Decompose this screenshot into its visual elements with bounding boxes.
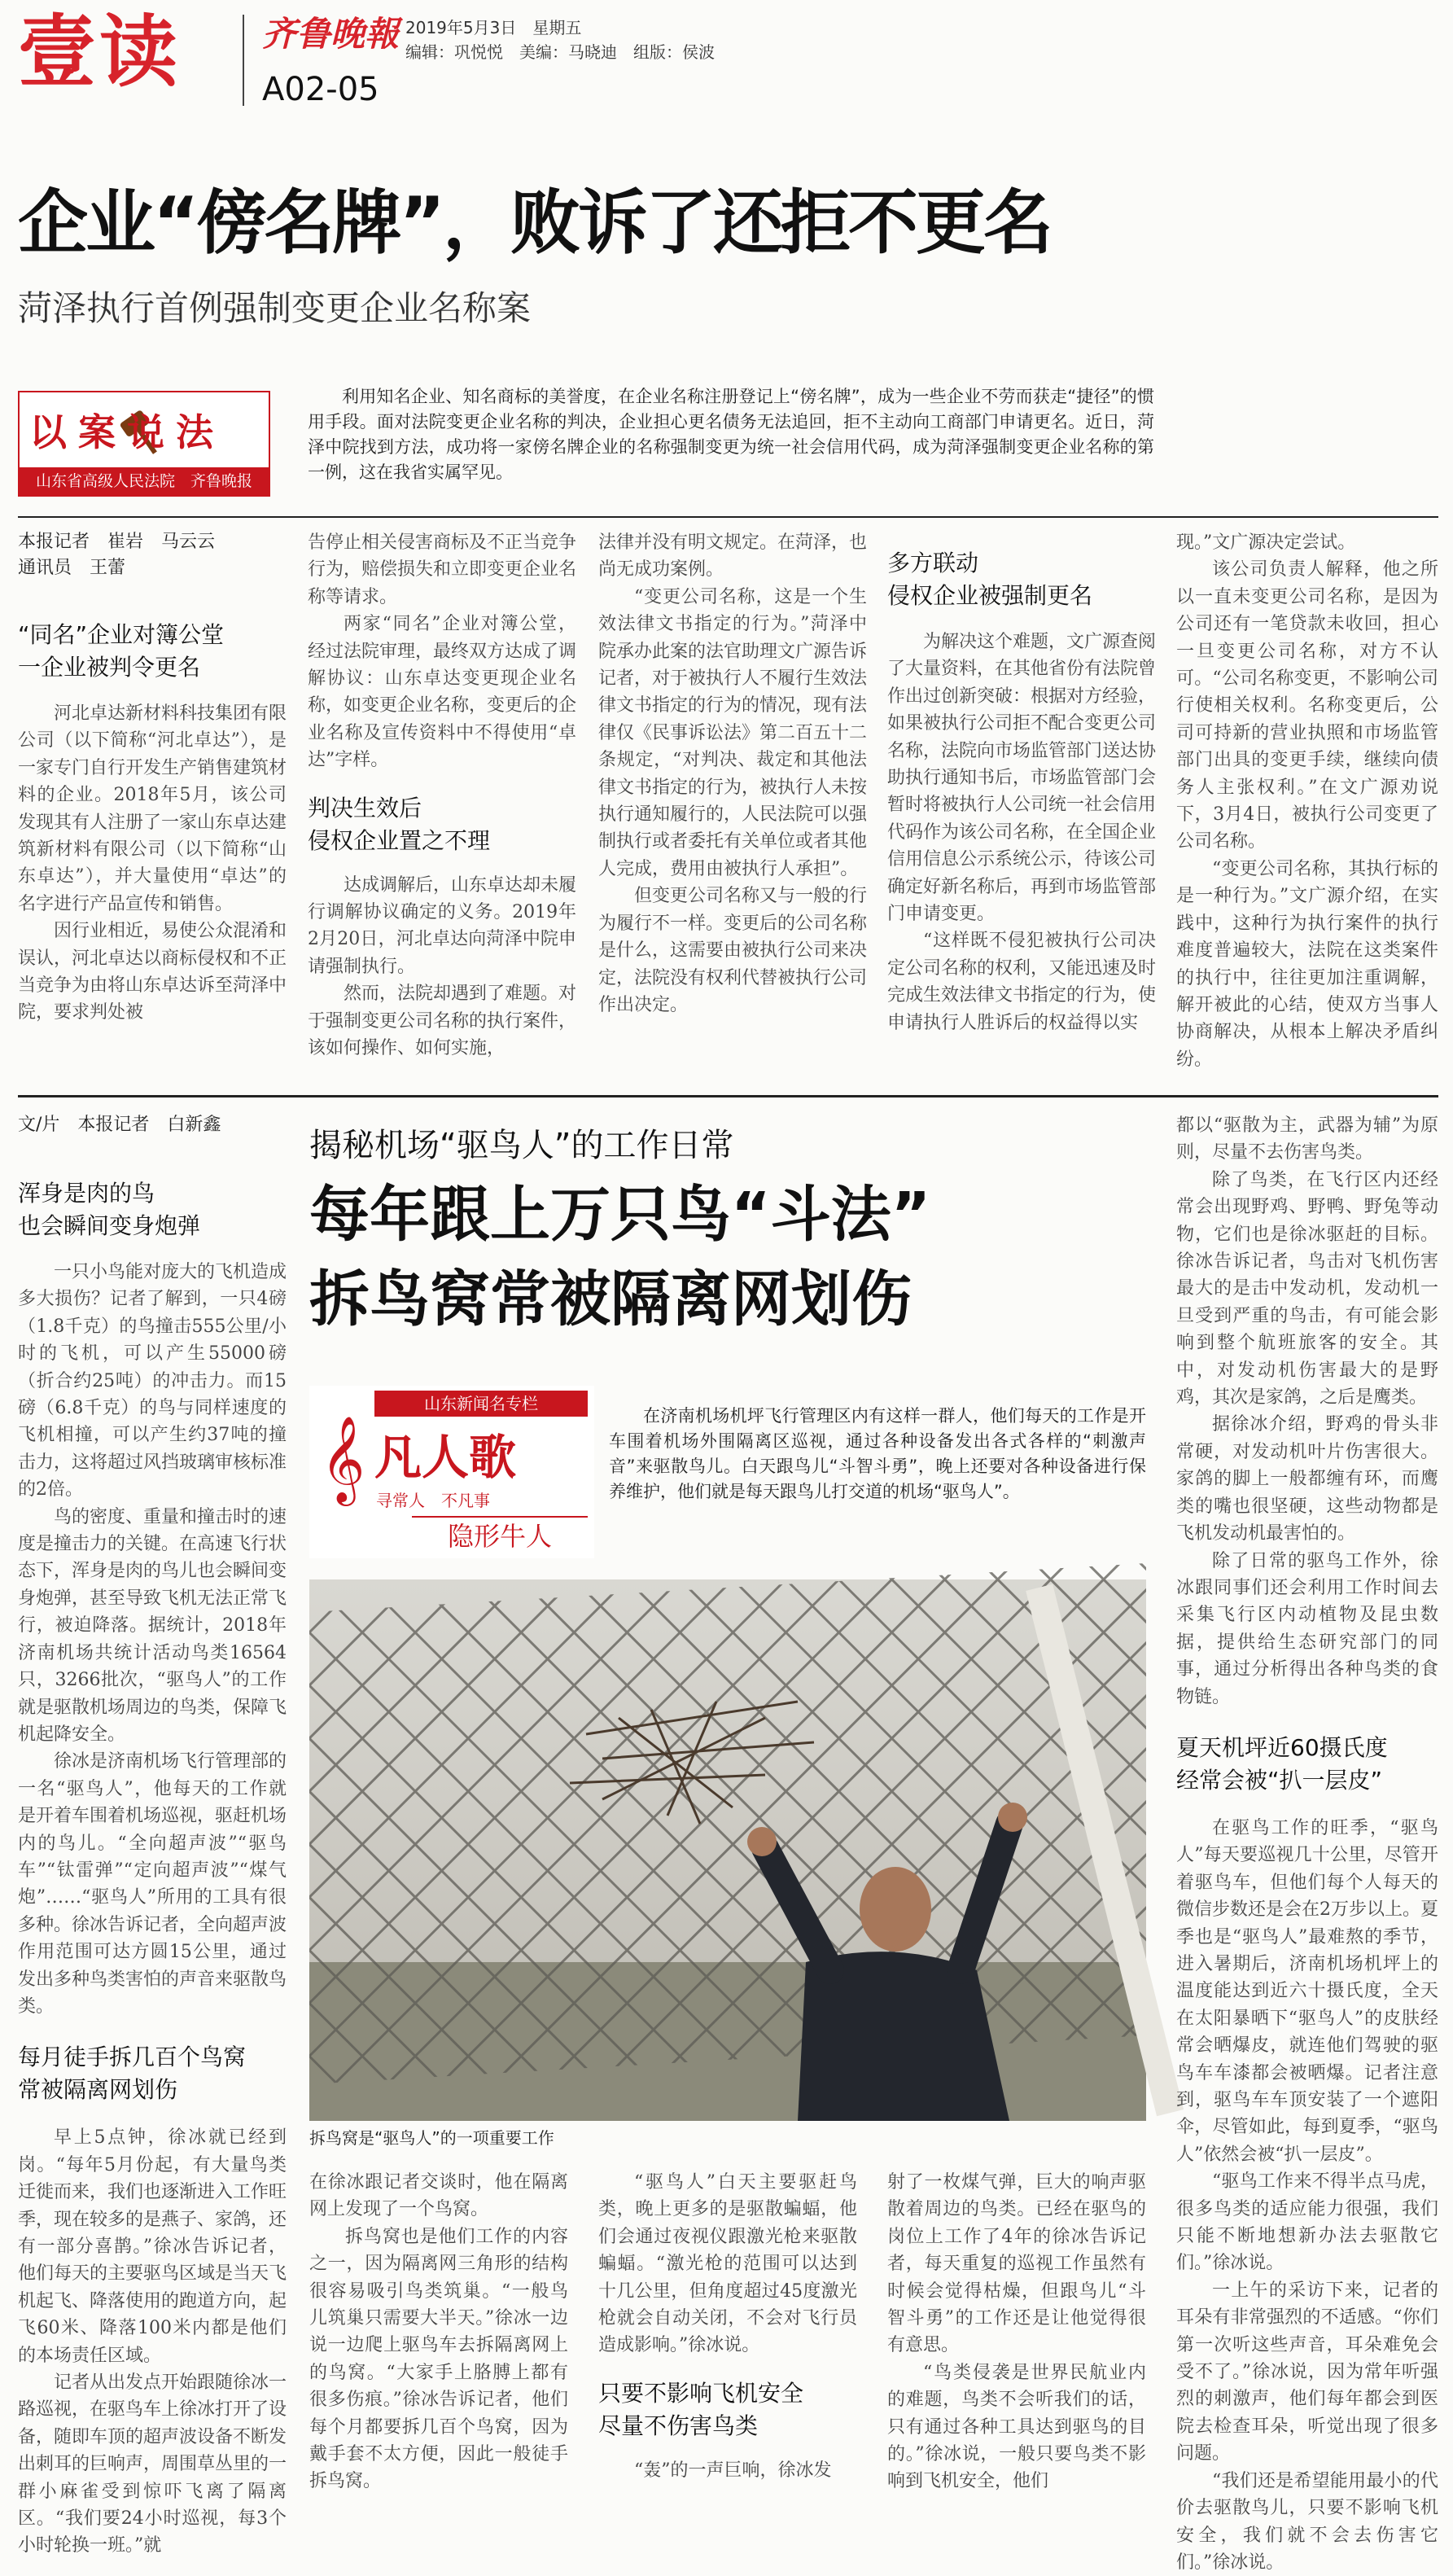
story2-subhead-2-line1: 每月徒手拆几百个鸟窝 (18, 2044, 247, 2071)
story2-colB (309, 2169, 568, 2492)
paragraph: 然而，法院却遇到了难题。对于强制变更公司名称的执行案件，该如何操作、如何实施， (308, 984, 577, 1059)
column-logo-top: 山东新闻名专栏 (374, 1391, 588, 1417)
paragraph: “变更公司名称，其执行标的是一种行为。”文广源介绍，在实践中，这种行为执行案件的执行难度普遍较大，法院在这类案件的执行中，往往更加注重调解，解开被此的心结，使双方当事人协商解决，从根本上解决矛盾纠纷。 (1176, 858, 1438, 1070)
issue-date: 2019年5月3日 星期五 (405, 18, 582, 37)
story2-subhead-3-line2: 尽量不伤害鸟类 (598, 2412, 759, 2439)
story2-lead: 在济南机场机坪飞行管理区内有这样一群人，他们每天的工作是开车围着机场外围隔离区巡视，通过各种设备发出各式各样的“刺激声音”来驱散鸟儿。白天跟鸟儿“斗智斗勇”，晚上还要对各种设备进行保养维护，他们就是每天跟鸟儿打交道的机场“驱鸟人”。 (609, 1406, 1146, 1501)
paragraph: 一上午的采访下来，记者的耳朵有非常强烈的不适感。“你们第一次听这些声音，耳朵难免会受不了。”徐冰说，因为常年听强烈的刺激声，他们每年都会到医院去检查耳朵，听觉出现了很多问题。 (1176, 2280, 1438, 2464)
paragraph: 射了一枚煤气弹，巨大的响声驱散着周边的鸟类。已经在驱鸟的岗位上工作了4年的徐冰告诉记者，每天重复的巡视工作虽然有时候会觉得枯燥，但跟鸟儿“斗智斗勇”的工作还是让他觉得很有意思。 (887, 2172, 1146, 2356)
paragraph: “鸟类侵袭是世界民航业内的难题，鸟类不会听我们的话，只有通过各种工具达到驱鸟的目的。”徐冰说，一般只要鸟类不影响到飞机安全，他们 (887, 2362, 1146, 2492)
story1-lead: 利用知名企业、知名商标的美誉度，在企业名称注册登记上“傍名牌”，成为一些企业不劳而获走“捷径”的惯用手段。面对法院变更企业名称的判决，企业担心更名债务无法追回，拒不主动向工商部门申请更名。近日，菏泽中院找到方法，成功将一家傍名牌企业的名称强制变更为统一社会信用代码，成为菏泽强制变更企业名称的第一例，这在我省实属罕见。 (308, 387, 1154, 482)
story1-subhead-2-line1: 判决生效后 (308, 794, 422, 821)
paragraph: 在徐冰跟记者交谈时，他在隔离网上发现了一个鸟窝。 (309, 2172, 568, 2220)
column-logo (309, 1386, 594, 1558)
column-logo-sub: 隐形牛人 (412, 1516, 588, 1553)
paragraph: 除了日常的驱鸟工作外，徐冰跟同事们还会利用工作时间去采集飞行区内动植物及昆虫数据，提供给生态研究部门的同事，通过分析得出各种鸟类的食物链。 (1176, 1550, 1438, 1707)
story1-col2 (308, 529, 577, 1059)
paragraph: 现。”文广源决定尝试。 (1176, 532, 1356, 553)
story2-byline: 文/片 本报记者 白新鑫 (18, 1115, 221, 1135)
section-divider (18, 1095, 1438, 1097)
masthead-divider (243, 15, 244, 106)
paragraph: “这样既不侵犯被执行公司决定公司名称的权利，又能迅速及时完成生效法律文书指定的行为，使申请执行人胜诉后的权益得以实 (887, 931, 1157, 1033)
editor-credits: 编辑：巩悦悦 美编：马晓迪 组版：侯波 (405, 42, 715, 62)
story2-colD (887, 2169, 1146, 2492)
paragraph: 但变更公司名称又与一般的行为履行不一样。变更后的公司名称是什么，这需要由被执行公司来决定，法院没有权利代替被执行公司作出决定。 (598, 886, 868, 1015)
law-column-title: 以案说法 (29, 410, 225, 454)
paragraph: 法律并没有明文规定。在菏泽，也尚无成功案例。 (598, 532, 868, 580)
story1-col5 (1176, 529, 1438, 1070)
story2-subhead-1 (18, 1177, 287, 1242)
paragraph: 鸟的密度、重量和撞击时的速度是撞击力的关键。在高速飞行状态下，浑身是肉的鸟儿也会瞬间变身炮弹，甚至导致飞机无法正常飞行，被迫降落。据统计，2018年济南机场共统计活动鸟类16564只，3266批次，“驱鸟人”的工作就是驱散机场周边的鸟类，保障飞机起降安全。 (18, 1506, 287, 1745)
paragraph: 早上5点钟，徐冰就已经到岗。“每年5月份起，有大量鸟类迁徙而来，我们也逐渐进入工作旺季，现在较多的是燕子、家鸽，还有一部分喜鹊。”徐冰告诉记者，他们每天的主要驱鸟区域是当天飞机起飞、降落使用的跑道方向，起飞60米、降落100米内都是他们的本场责任区域。 (18, 2127, 287, 2366)
story2-subhead-3 (598, 2377, 857, 2442)
story1-subheadline: 菏泽执行首例强制变更企业名称案 (18, 288, 532, 328)
story1-rule (18, 516, 1438, 518)
photo-illustration (309, 1579, 1146, 2121)
story2-subhead-1-line1: 浑身是肉的鸟 (18, 1180, 155, 1207)
paragraph: “驱鸟工作来不得半点马虎，很多鸟类的适应能力很强，我们只能不断地想新办法去驱散它们。”徐冰说。 (1176, 2171, 1438, 2274)
story1-byline-correspondent: 通讯员 王蕾 (18, 558, 126, 578)
paragraph: 为解决这个难题，文广源查阅了大量资料，在其他省份有法院曾作出过创新突破：根据对方经验，如果被执行公司拒不配合变更公司名称，法院向市场监管部门送达协助执行通知书后，市场监管部门会暂时将被执行人公司统一社会信用代码作为该公司名称，在全国企业信用信息公示系统公示，待该公司确定好新名称后，再到市场监管部门申请变更。 (887, 632, 1157, 925)
story2-subhead-2-line2: 常被隔离网划伤 (18, 2076, 178, 2104)
paragraph: 达成调解后，山东卓达却未履行调解协议确定的义务。2019年2月20日，河北卓达向菏泽中院申请强制执行。 (308, 874, 577, 977)
paragraph: 记者从出发点开始跟随徐冰一路巡视，在驱鸟车上徐冰打开了设备，随即车顶的超声波设备不断发出刺耳的巨响声，周围草丛里的一群小麻雀受到惊吓飞离了隔离区。“我们要24小时巡视，每3个小时轮换一班。”就 (18, 2372, 287, 2556)
story2-headline-line2: 拆鸟窝常被隔离网划伤 (309, 1264, 912, 1334)
column-logo-main: 凡人歌 (374, 1430, 517, 1485)
story1-headline: 企业“傍名牌”，败诉了还拒不更名 (18, 182, 1052, 264)
paragraph: 两家“同名”企业对簿公堂，经过法院审理，最终双方达成了调解协议：山东卓达变更现企业名称，如变更企业名称，变更后的企业名称及宣传资料中不得使用“卓达”字样。 (308, 614, 577, 771)
page-number: A02-05 (262, 71, 379, 108)
story2-kicker: 揭秘机场“驱鸟人”的工作日常 (309, 1127, 734, 1164)
section-title: 壹读 (18, 7, 181, 98)
paragraph: 徐冰是济南机场飞行管理部的一名“驱鸟人”，他每天的工作就是开着车围着机场巡视，驱赶机场内的鸟儿。“全向超声波”“驱鸟车”“钛雷弹”“定向超声波”“煤气炮”……“驱鸟人”所用的工具有很多种。徐冰告诉记者，全向超声波作用范围可达方圆15公里，通过发出多种鸟类害怕的声音来驱散鸟类。 (18, 1751, 287, 2017)
paragraph: 除了鸟类，在飞行区内还经常会出现野鸡、野鸭、野兔等动物，它们也是徐冰驱赶的目标。徐冰告诉记者，鸟击对飞机伤害最大的是击中发动机，发动机一旦受到严重的鸟击，有可能会影响到整个航班旅客的安全。其中，对发动机伤害最大的是野鸡，其次是家鸽，之后是鹰类。 (1176, 1169, 1438, 1408)
paragraph: 河北卓达新材料科技集团有限公司（以下简称“河北卓达”），是一家专门自行开发生产销售建筑材料的企业。2018年5月，该公司发现其有人注册了一家山东卓达建筑新材料有限公司（以下简称“山东卓达”），并大量使用“卓达”的名字进行产品宣传和销售。 (18, 703, 287, 914)
story1-col3 (598, 529, 867, 1050)
story2-colC (598, 2169, 857, 2481)
story2-subhead-4-line2: 经常会被“扒一层皮” (1176, 1766, 1383, 1794)
paragraph: “驱鸟人”白天主要驱赶鸟类，晚上更多的是驱散蝙蝠，他们会通过夜视仪跟激光枪来驱散蝙蝠。“激光枪的范围可以达到十几公里，但角度超过45度激光枪就会自动关闭，不会对飞行员造成影响。”徐冰说。 (598, 2172, 857, 2356)
paragraph: 告停止相关侵害商标及不正当竞争行为，赔偿损失和立即变更企业名称等请求。 (308, 532, 577, 607)
music-note-icon: 𝄞 (321, 1415, 365, 1502)
story1-subhead-1 (18, 619, 287, 684)
paragraph: “变更公司名称，这是一个生效法律文书指定的行为。”菏泽中院承办此案的法官助理文广源告诉记者，对于被执行人不履行生效法律文书指定的行为的情况，现有法律仅《民事诉讼法》第二百五十二条规定，“对判决、裁定和其他法律文书指定的行为，被执行人未按执行通知履行的，人民法院可以强制执行或者委托有关单位或者其他人完成，费用由被执行人承担”。 (598, 586, 868, 879)
story1-col4 (887, 547, 1156, 1050)
story1-subhead-1-line2: 一企业被判令更名 (18, 654, 201, 681)
story2-colE (1176, 1112, 1438, 2573)
story1-col1 (18, 700, 287, 1050)
story2-colA (18, 1259, 287, 2556)
column-logo-slogan: 寻常人 不凡事 (376, 1491, 490, 1510)
law-column-caption: 山东省高级人民法院 齐鲁晚报 (20, 467, 269, 495)
paragraph: 在驱鸟工作的旺季，“驱鸟人”每天要巡视几十公里，尽管开着驱鸟车，但他们每个人每天的微信步数还是会在2万步以上。夏季也是“驱鸟人”最难熬的季节，进入暑期后，济南机场机坪上的温度能达到近六十摄氏度，全天在太阳暴晒下“驱鸟人”的皮肤经常会晒爆皮，就连他们驾驶的驱鸟车车漆都会被晒爆。记者注意到，驱鸟车车顶安装了一个遮阳伞，尽管如此，每到夏季，“驱鸟人”依然会被“扒一层皮”。 (1176, 1817, 1438, 2165)
paragraph: 因行业相近，易使公众混淆和误认，河北卓达以商标侵权和不正当竞争为由将山东卓达诉至菏泽中院，要求判处被 (18, 921, 287, 1023)
story1-subhead-2-line2: 侵权企业置之不理 (308, 826, 491, 854)
story1-subhead-3-line1: 多方联动 (887, 550, 979, 576)
paragraph: 拆鸟窝也是他们工作的内容之一，因为隔离网三角形的结构很容易吸引鸟类筑巢。“一般鸟儿筑巢只需要大半天。”徐冰一边说一边爬上驱鸟车去拆隔离网上的鸟窝。“大家手上胳膊上都有很多伤痕。”徐冰告诉记者，他们每个月都要拆几百个鸟窝，因为戴手套不太方便，因此一般徒手拆鸟窝。 (309, 2226, 568, 2492)
paragraph: 该公司负责人解释，他之所以一直未变更公司名称，是因为公司还有一笔贷款未收回，担心一旦变更公司名称，对方不认可。“公司名称变更，不影响公司行使相关权利。名称变更后，公司可持新的营业执照和市场监管部门出具的变更手续，继续向债务人主张权利。”在文广源劝说下，3月4日，被执行公司变更了公司名称。 (1176, 559, 1438, 852)
story1-subhead-1-line1: “同名”企业对簿公堂 (18, 621, 225, 648)
story1-subhead-3 (887, 547, 1156, 612)
newspaper-logo: 齐鲁晚報 (262, 14, 400, 54)
paragraph: “我们还是希望能用最小的代价去驱散鸟儿，只要不影响飞机安全，我们就不会去伤害它们。”徐冰说。 (1176, 2470, 1438, 2573)
story2-subhead-4-line1: 夏天机坪近60摄氏度 (1176, 1733, 1388, 1761)
story1-subhead-2 (308, 792, 576, 857)
story2-subhead-2 (18, 2041, 287, 2106)
paragraph: 据徐冰介绍，野鸡的骨头非常硬，对发动机叶片伤害很大。家鸽的脚上一般都缠有环，而鹰类的嘴也很坚硬，这些动物都是飞机发动机最害怕的。 (1176, 1414, 1438, 1544)
story1-byline-reporters: 本报记者 崔岩 马云云 (18, 532, 216, 552)
story2-subhead-3-line1: 只要不影响飞机安全 (598, 2379, 804, 2407)
paragraph: 一只小鸟能对庞大的飞机造成多大损伤？记者了解到，一只4磅（1.8千克）的鸟撞击555公里/小时的飞机，可以产生55000磅（折合约25吨）的冲击力。而15磅（6.8千克）的鸟与同样速度的飞机相撞，可以产生约37吨的撞击力，这将超过风挡玻璃审核标准的2倍。 (18, 1262, 287, 1500)
photo-caption: 拆鸟窝是“驱鸟人”的一项重要工作 (309, 2128, 554, 2148)
paragraph: “轰”的一声巨响，徐冰发 (634, 2460, 832, 2481)
story2-headline-line1: 每年跟上万只鸟“斗法” (309, 1180, 931, 1250)
story2-subhead-4 (1176, 1732, 1438, 1797)
paragraph: 都以“驱散为主，武器为辅”为原则，尽量不去伤害鸟类。 (1176, 1115, 1438, 1163)
story2-subhead-1-line2: 也会瞬间变身炮弹 (18, 1212, 201, 1239)
bird-nest-photo (309, 1579, 1146, 2121)
story1-subhead-3-line2: 侵权企业被强制更名 (887, 582, 1093, 609)
law-column-logo (18, 391, 270, 497)
